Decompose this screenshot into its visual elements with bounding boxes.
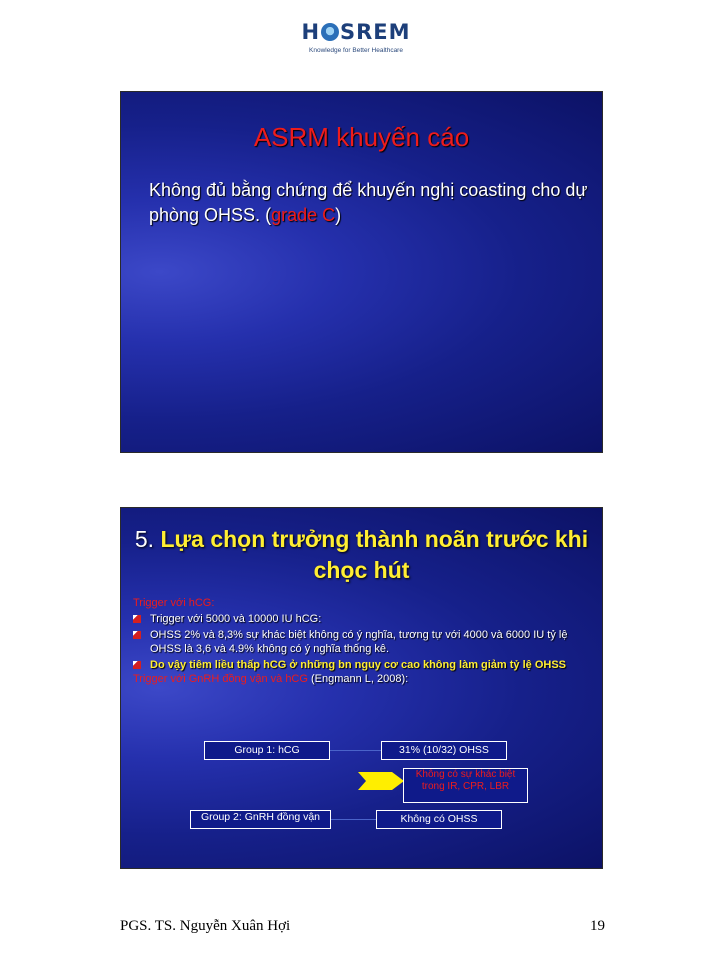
slide-trigger: [120, 507, 603, 869]
trigger-hcg-heading: Trigger với hCG:: [133, 597, 215, 609]
page-number: 19: [590, 918, 605, 934]
globe-icon: [321, 23, 339, 41]
slide1-body: Không đủ bằng chứng để khuyến nghị coasting cho dự phòng OHSS. (grade C): [149, 180, 588, 225]
chevron-arrow-icon: [358, 772, 404, 790]
list-item: Trigger với 5000 và 10000 IU hCG:: [133, 612, 593, 626]
footer-author: PGS. TS. Nguyễn Xuân Hợi: [120, 918, 291, 934]
group2-box: Group 2: GnRH đồng vận: [190, 810, 331, 829]
arrow-connector: [330, 819, 376, 820]
list-item: OHSS 2% và 8,3% sự khác biệt không có ý nghĩa, tương tự với 4000 và 6000 IU tỷ lệ OHSS là 3,6 và 4.9% không có ý nghĩa thống kê.: [133, 628, 593, 656]
bullet-icon: [133, 631, 141, 639]
list-item: Do vậy tiêm liều thấp hCG ở những bn nguy cơ cao không làm giảm tỷ lệ OHSS: [133, 658, 593, 672]
slide2-content: [133, 596, 593, 686]
trigger-gnrh-heading: Trigger với GnRH đồng vận và hCG (Engmann L, 2008):: [133, 673, 409, 685]
hosrem-logo: [300, 20, 412, 58]
bullet-icon: [133, 615, 141, 623]
slide-asrm: [120, 91, 603, 453]
arrow-connector: [329, 750, 381, 751]
group1-box: Group 1: hCG: [204, 741, 330, 760]
note-box: Không có sự khác biệt trong IR, CPR, LBR: [403, 768, 528, 803]
result2-box: Không có OHSS: [376, 810, 502, 829]
slide2-title: 5. Lựa chọn trưởng thành noãn trước khi chọc hút: [134, 526, 589, 583]
slide1-title: ASRM khuyến cáo: [253, 122, 470, 152]
grade-label: grade C: [271, 205, 336, 225]
logo-tagline: Knowledge for Better Healthcare: [309, 47, 403, 54]
result1-box: 31% (10/32) OHSS: [381, 741, 507, 760]
logo-wordmark: H SREM: [301, 20, 411, 44]
bullet-icon: [133, 661, 141, 669]
